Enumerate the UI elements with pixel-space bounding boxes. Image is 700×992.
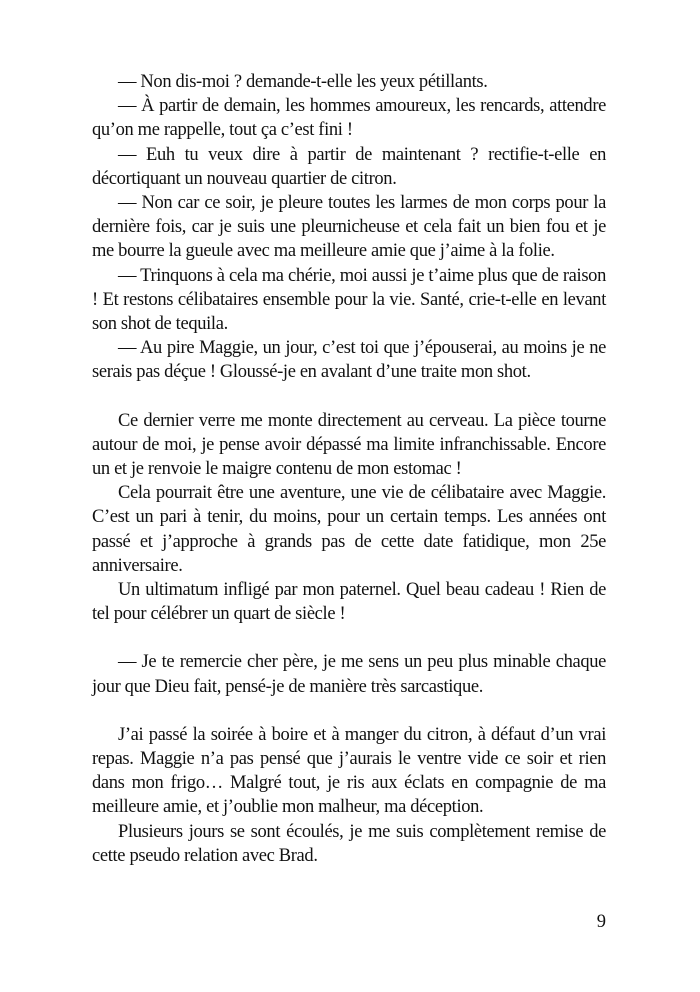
dialogue-paragraph: — Je te remercie cher père, je me sens un peu plus minable chaque jour que Dieu fait, pensé-je de manière très sarcastique. [92,652,606,697]
narrative-paragraph: Plusieurs jours se sont écoulés, je me suis complètement remise de cette pseudo relation avec Brad. [92,821,606,866]
narrative-paragraph: Ce dernier verre me monte directement au cerveau. La pièce tourne autour de moi, je pense avoir dépassé ma limite infranchissable. Encore un et je renvoie le maigre contenu de mon estomac ! [92,410,606,480]
dialogue-paragraph: — Trinquons à cela ma chérie, moi aussi je t’aime plus que de raison ! Et restons célibataires ensemble pour la vie. Santé, crie-t-elle en levant son shot de tequila. [92,265,606,335]
narrative-paragraph: Un ultimatum infligé par mon paternel. Quel beau cadeau ! Rien de tel pour célébrer un quart de siècle ! [92,580,606,625]
paragraph-gap [92,385,606,409]
dialogue-paragraph: — À partir de demain, les hommes amoureux, les rencards, attendre qu’on me rappelle, tout ça c’est fini ! [92,96,606,141]
dialogue-paragraph: — Non car ce soir, je pleure toutes les larmes de mon corps pour la dernière fois, car je suis une pleurnicheuse et cela fait un bien fou et je me bourre la gueule avec ma meilleure amie que j’aime à la folie. [92,193,606,262]
body-text [92,70,606,868]
dialogue-paragraph: — Au pire Maggie, un jour, c’est toi que j’épouserai, au moins je ne serais pas déçue ! Gloussé-je en avalant d’une traite mon shot. [92,338,606,383]
paragraph-gap [92,699,606,723]
narrative-paragraph: Cela pourrait être une aventure, une vie de célibataire avec Maggie. C’est un pari à tenir, du moins, pour un certain temps. Les années ont passé et j’approche à grands pas de cette date fatidique, mon 25e anniversaire. [92,483,606,576]
paragraph-gap [92,626,606,650]
page-number: 9 [596,912,606,932]
dialogue-paragraph: — Non dis-moi ? demande-t-elle les yeux pétillants. [118,72,488,92]
dialogue-paragraph: — Euh tu veux dire à partir de maintenant ? rectifie-t-elle en décortiquant un nouveau quartier de citron. [92,144,606,189]
narrative-paragraph: J’ai passé la soirée à boire et à manger du citron, à défaut d’un vrai repas. Maggie n’a pas pensé que j’aurais le ventre vide ce soir et rien dans mon frigo… Malgré tout, je ris aux éclats en compagnie de ma meilleure amie, et j’oublie mon malheur, ma déception. [92,724,606,818]
